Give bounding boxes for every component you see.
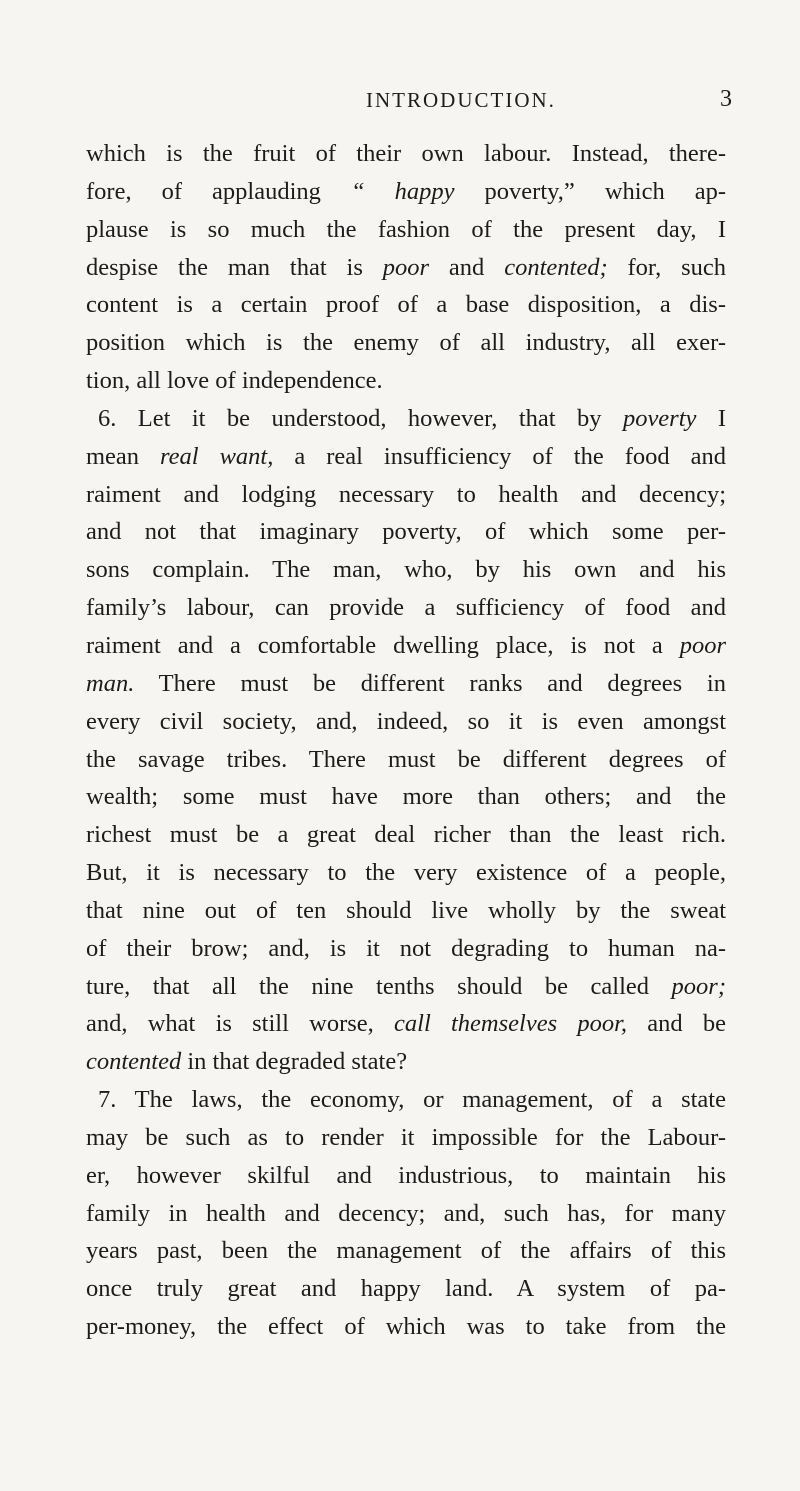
text-run: tion, all love of independence.	[86, 367, 383, 395]
text-line	[86, 1157, 726, 1195]
text-run: poverty,” which ap-	[454, 177, 727, 205]
text-line	[86, 665, 726, 703]
running-head	[0, 82, 800, 122]
text-run: But, it is necessary to the very existence of a people,	[86, 859, 726, 887]
text-line	[86, 1270, 726, 1308]
text-line	[86, 892, 726, 930]
text-line	[86, 589, 726, 627]
text-run: the savage tribes. There must be different degrees of	[86, 745, 726, 773]
text-run: 7. The laws, the economy, or management, of a state	[98, 1086, 726, 1114]
text-run: despise the man that is	[86, 253, 383, 281]
text-run: that nine out of ten should live wholly by the sweat	[86, 896, 726, 924]
text-run: which is the fruit of their own labour. Instead, there-	[86, 140, 726, 167]
text-run: wealth; some must have more than others; and the	[86, 783, 726, 811]
text-line	[86, 551, 726, 589]
text-run: sons complain. The man, who, by his own and his	[86, 556, 726, 584]
text-run: mean	[86, 442, 161, 470]
text-line	[86, 703, 726, 741]
text-run: content is a certain proof of a base disposition, a dis-	[86, 291, 726, 319]
text-run: may be such as to render it impossible for the Labour-	[86, 1123, 726, 1151]
text-line	[86, 400, 726, 438]
text-line	[86, 1081, 726, 1119]
text-run: 6. Let it be understood, however, that by	[98, 404, 623, 432]
italic-text-run: call themselves poor,	[394, 1010, 628, 1038]
italic-text-run: man.	[86, 669, 135, 697]
text-line	[86, 968, 726, 1006]
text-run: in that degraded state?	[181, 1048, 408, 1076]
text-run: and	[429, 253, 505, 281]
text-run: position which is the enemy of all industry, all exer-	[86, 329, 726, 357]
text-run: family’s labour, can provide a sufficiency of food and	[86, 594, 726, 622]
text-run: plause is so much the fashion of the present day, I	[86, 215, 726, 243]
body-text	[86, 135, 726, 1346]
text-run: raiment and a comfortable dwelling place, is not a	[86, 631, 680, 659]
text-run: ture, that all the nine tenths should be called	[86, 972, 672, 1000]
text-line	[86, 1005, 726, 1043]
text-run: a real insufficiency of the food and	[273, 442, 726, 470]
text-line	[86, 324, 726, 362]
italic-text-run: poor;	[671, 972, 726, 1000]
text-line	[86, 173, 726, 211]
italic-text-run: poverty	[622, 404, 697, 432]
text-run: er, however skilful and industrious, to maintain his	[86, 1161, 726, 1189]
text-run: of their brow; and, is it not degrading to human na-	[86, 934, 726, 962]
text-line	[86, 627, 726, 665]
text-line	[86, 816, 726, 854]
text-line	[86, 211, 726, 249]
text-run: I	[696, 404, 726, 432]
text-run: richest must be a great deal richer than the least rich.	[86, 821, 726, 849]
text-line	[86, 1043, 726, 1081]
text-run: per-money, the effect of which was to take from the	[86, 1313, 726, 1341]
text-run: and not that imaginary poverty, of which some per-	[86, 518, 726, 546]
text-line	[86, 1119, 726, 1157]
text-line	[86, 362, 726, 400]
text-run: family in health and decency; and, such has, for many	[86, 1199, 726, 1227]
text-line	[86, 930, 726, 968]
text-run: fore, of applauding	[86, 177, 351, 205]
page-number: 3	[720, 86, 732, 112]
running-title: INTRODUCTION.	[366, 88, 556, 112]
text-run: every civil society, and, indeed, so it is even amongst	[86, 707, 726, 735]
text-line	[86, 1195, 726, 1233]
text-line	[86, 286, 726, 324]
italic-text-run: “ happy	[350, 177, 455, 205]
text-line	[86, 854, 726, 892]
text-line	[86, 513, 726, 551]
italic-text-run: poor	[382, 253, 430, 281]
text-line	[86, 438, 726, 476]
text-line	[86, 476, 726, 514]
text-run: There must be different ranks and degrees in	[134, 669, 726, 697]
text-run: for, such	[607, 253, 727, 281]
text-line	[86, 741, 726, 779]
text-run: raiment and lodging necessary to health and decency;	[86, 480, 726, 508]
text-run: years past, been the management of the affairs of this	[86, 1237, 726, 1265]
text-line	[86, 1232, 726, 1270]
text-run: once truly great and happy land. A system of pa-	[86, 1275, 726, 1303]
text-line	[86, 778, 726, 816]
italic-text-run: poor	[679, 631, 726, 659]
text-line	[86, 135, 726, 173]
italic-text-run: real want,	[160, 442, 274, 470]
text-line	[86, 249, 726, 287]
text-run: and be	[627, 1010, 726, 1038]
italic-text-run: contented	[86, 1048, 182, 1076]
text-run: and, what is still worse,	[86, 1010, 395, 1038]
italic-text-run: contented;	[504, 253, 608, 281]
text-line	[86, 1308, 726, 1346]
